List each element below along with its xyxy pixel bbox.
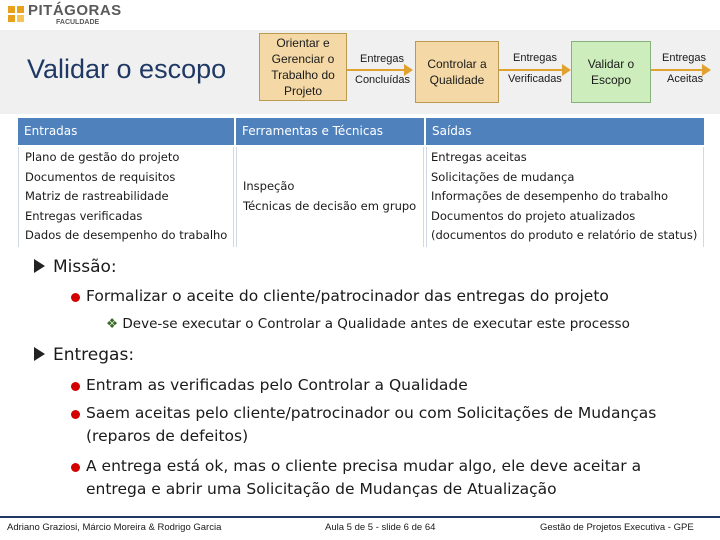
table-header-entradas: Entradas bbox=[18, 118, 234, 145]
arrow-bullet-icon bbox=[34, 347, 45, 361]
entregas-heading-text: Entregas: bbox=[53, 345, 135, 365]
saida-item: Informações de desempenho do trabalho bbox=[431, 189, 669, 203]
missao-sub-text: Deve-se executar o Controlar a Qualidade antes de executar este processo bbox=[122, 316, 630, 332]
process-orientar-label: Orientar e Gerenciar o Trabalho do Projeto bbox=[271, 36, 335, 98]
process-orientar bbox=[259, 33, 347, 101]
ferramenta-item: Técnicas de decisão em grupo bbox=[243, 198, 417, 213]
entregas-item-cont: (reparos de defeitos) bbox=[86, 427, 249, 445]
process-controlar bbox=[415, 41, 499, 103]
missao-heading-text: Missão: bbox=[53, 257, 117, 277]
arrow-1-label: Entregas bbox=[360, 53, 405, 65]
table-header-ferramentas: Ferramentas e Técnicas bbox=[236, 118, 424, 145]
page-title: Validar o escopo bbox=[27, 54, 227, 84]
missao-sub bbox=[106, 316, 630, 332]
table-cell-ferramentas bbox=[236, 147, 424, 247]
arrow-3-label-b: Aceitas bbox=[667, 73, 704, 85]
table-cell-saidas bbox=[426, 147, 704, 247]
logo-sub: FACULDADE bbox=[56, 19, 100, 26]
arrow-3-label: Entregas bbox=[662, 52, 707, 64]
process-validar-label: Validar o Escopo bbox=[587, 57, 635, 87]
saida-item: (documentos do produto e relatório de status) bbox=[431, 228, 698, 242]
logo-mark-icon bbox=[8, 6, 24, 22]
entrada-item: Documentos de requisitos bbox=[25, 169, 176, 184]
footer-divider bbox=[0, 516, 720, 518]
bullet-dot-icon bbox=[71, 382, 80, 391]
bullet-dot-icon bbox=[71, 410, 80, 419]
ferramenta-item: Inspeção bbox=[243, 179, 295, 193]
entrada-item: Dados de desempenho do trabalho bbox=[25, 228, 228, 242]
process-controlar-label: Controlar a Qualidade bbox=[427, 57, 487, 87]
saida-item: Documentos do projeto atualizados bbox=[431, 208, 636, 223]
arrow-2-label: Entregas bbox=[513, 52, 558, 64]
footer-authors: Adriano Graziosi, Márcio Moreira & Rodrigo Garcia bbox=[7, 522, 222, 533]
entregas-item-cont: entrega e abrir uma Solicitação de Mudanças de Atualização bbox=[86, 480, 557, 498]
entregas-item: A entrega está ok, mas o cliente precisa mudar algo, ele deve aceitar a bbox=[86, 457, 642, 475]
table-header-saidas: Saídas bbox=[426, 118, 704, 145]
logo-brand: PITÁGORAS bbox=[28, 2, 122, 19]
diamond-bullet-icon: ❖ bbox=[106, 316, 119, 332]
entregas-item: Entram as verificadas pelo Controlar a Qualidade bbox=[86, 376, 468, 394]
table-cell-entradas bbox=[18, 147, 234, 247]
bullet-dot-icon bbox=[71, 463, 80, 472]
entregas-item: Saem aceitas pelo cliente/patrocinador ou com Solicitações de Mudanças bbox=[86, 404, 657, 422]
saida-item: Solicitações de mudança bbox=[431, 169, 575, 184]
process-validar bbox=[571, 41, 651, 103]
missao-item: Formalizar o aceite do cliente/patrocinador das entregas do projeto bbox=[86, 287, 609, 305]
entrada-item: Entregas verificadas bbox=[25, 208, 143, 223]
missao-heading bbox=[34, 257, 117, 277]
arrow-2-label-b: Verificadas bbox=[508, 73, 562, 85]
entregas-heading bbox=[34, 345, 134, 365]
footer-slide-number: Aula 5 de 5 - slide 6 de 64 bbox=[325, 522, 436, 533]
saida-item: Entregas aceitas bbox=[431, 150, 527, 164]
arrow-1-label-b: Concluídas bbox=[355, 74, 411, 86]
bullet-dot-icon bbox=[71, 293, 80, 302]
entrada-item: Plano de gestão do projeto bbox=[25, 150, 180, 164]
footer-course: Gestão de Projetos Executiva - GPE bbox=[540, 522, 694, 533]
entrada-item: Matriz de rastreabilidade bbox=[25, 189, 169, 203]
arrow-bullet-icon bbox=[34, 259, 45, 273]
